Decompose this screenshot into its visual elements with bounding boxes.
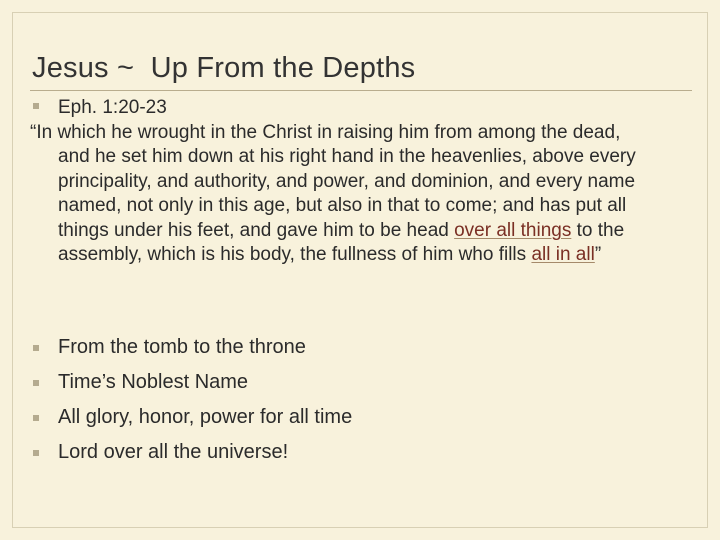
square-bullet-icon xyxy=(33,345,39,351)
list-item xyxy=(30,400,630,435)
square-bullet-icon xyxy=(33,103,39,109)
quote-text: things under his feet, and gave him to be head xyxy=(58,219,455,241)
title-divider xyxy=(30,90,692,91)
key-points-list xyxy=(30,330,630,470)
quote-line xyxy=(30,243,692,268)
scripture-quote xyxy=(30,121,692,268)
quote-text: ” xyxy=(594,244,602,265)
quote-line: and he set him down at his right hand in the heavenlies, above every xyxy=(58,146,636,167)
reference-item xyxy=(30,96,692,121)
square-bullet-icon xyxy=(33,380,39,386)
list-item xyxy=(30,435,630,470)
point-text: Lord over all the universe! xyxy=(58,441,289,463)
square-bullet-icon xyxy=(33,450,39,456)
highlighted-phrase: over all things xyxy=(454,219,572,241)
quote-text: to the xyxy=(571,219,625,241)
point-text: All glory, honor, power for all time xyxy=(58,406,353,428)
quote-line xyxy=(30,219,692,244)
scripture-block xyxy=(30,96,692,268)
quote-line: principality, and authority, and power, and dominion, and every name xyxy=(58,170,636,192)
point-text: Time’s Noblest Name xyxy=(58,371,249,393)
quote-line: “In which he wrought in the Christ in raising him from among the dead, xyxy=(30,121,621,143)
list-item xyxy=(30,330,630,365)
quote-line: named, not only in this age, but also in that to come; and has put all xyxy=(58,195,627,216)
slide-title: Jesus ~ Up From the Depths xyxy=(32,52,416,84)
list-item xyxy=(30,365,630,400)
quote-text: assembly, which is his body, the fullness of him who fills xyxy=(58,244,532,265)
scripture-reference: Eph. 1:20-23 xyxy=(58,97,167,118)
highlighted-phrase: all in all xyxy=(531,244,595,265)
point-text: From the tomb to the throne xyxy=(58,336,306,358)
square-bullet-icon xyxy=(33,415,39,421)
